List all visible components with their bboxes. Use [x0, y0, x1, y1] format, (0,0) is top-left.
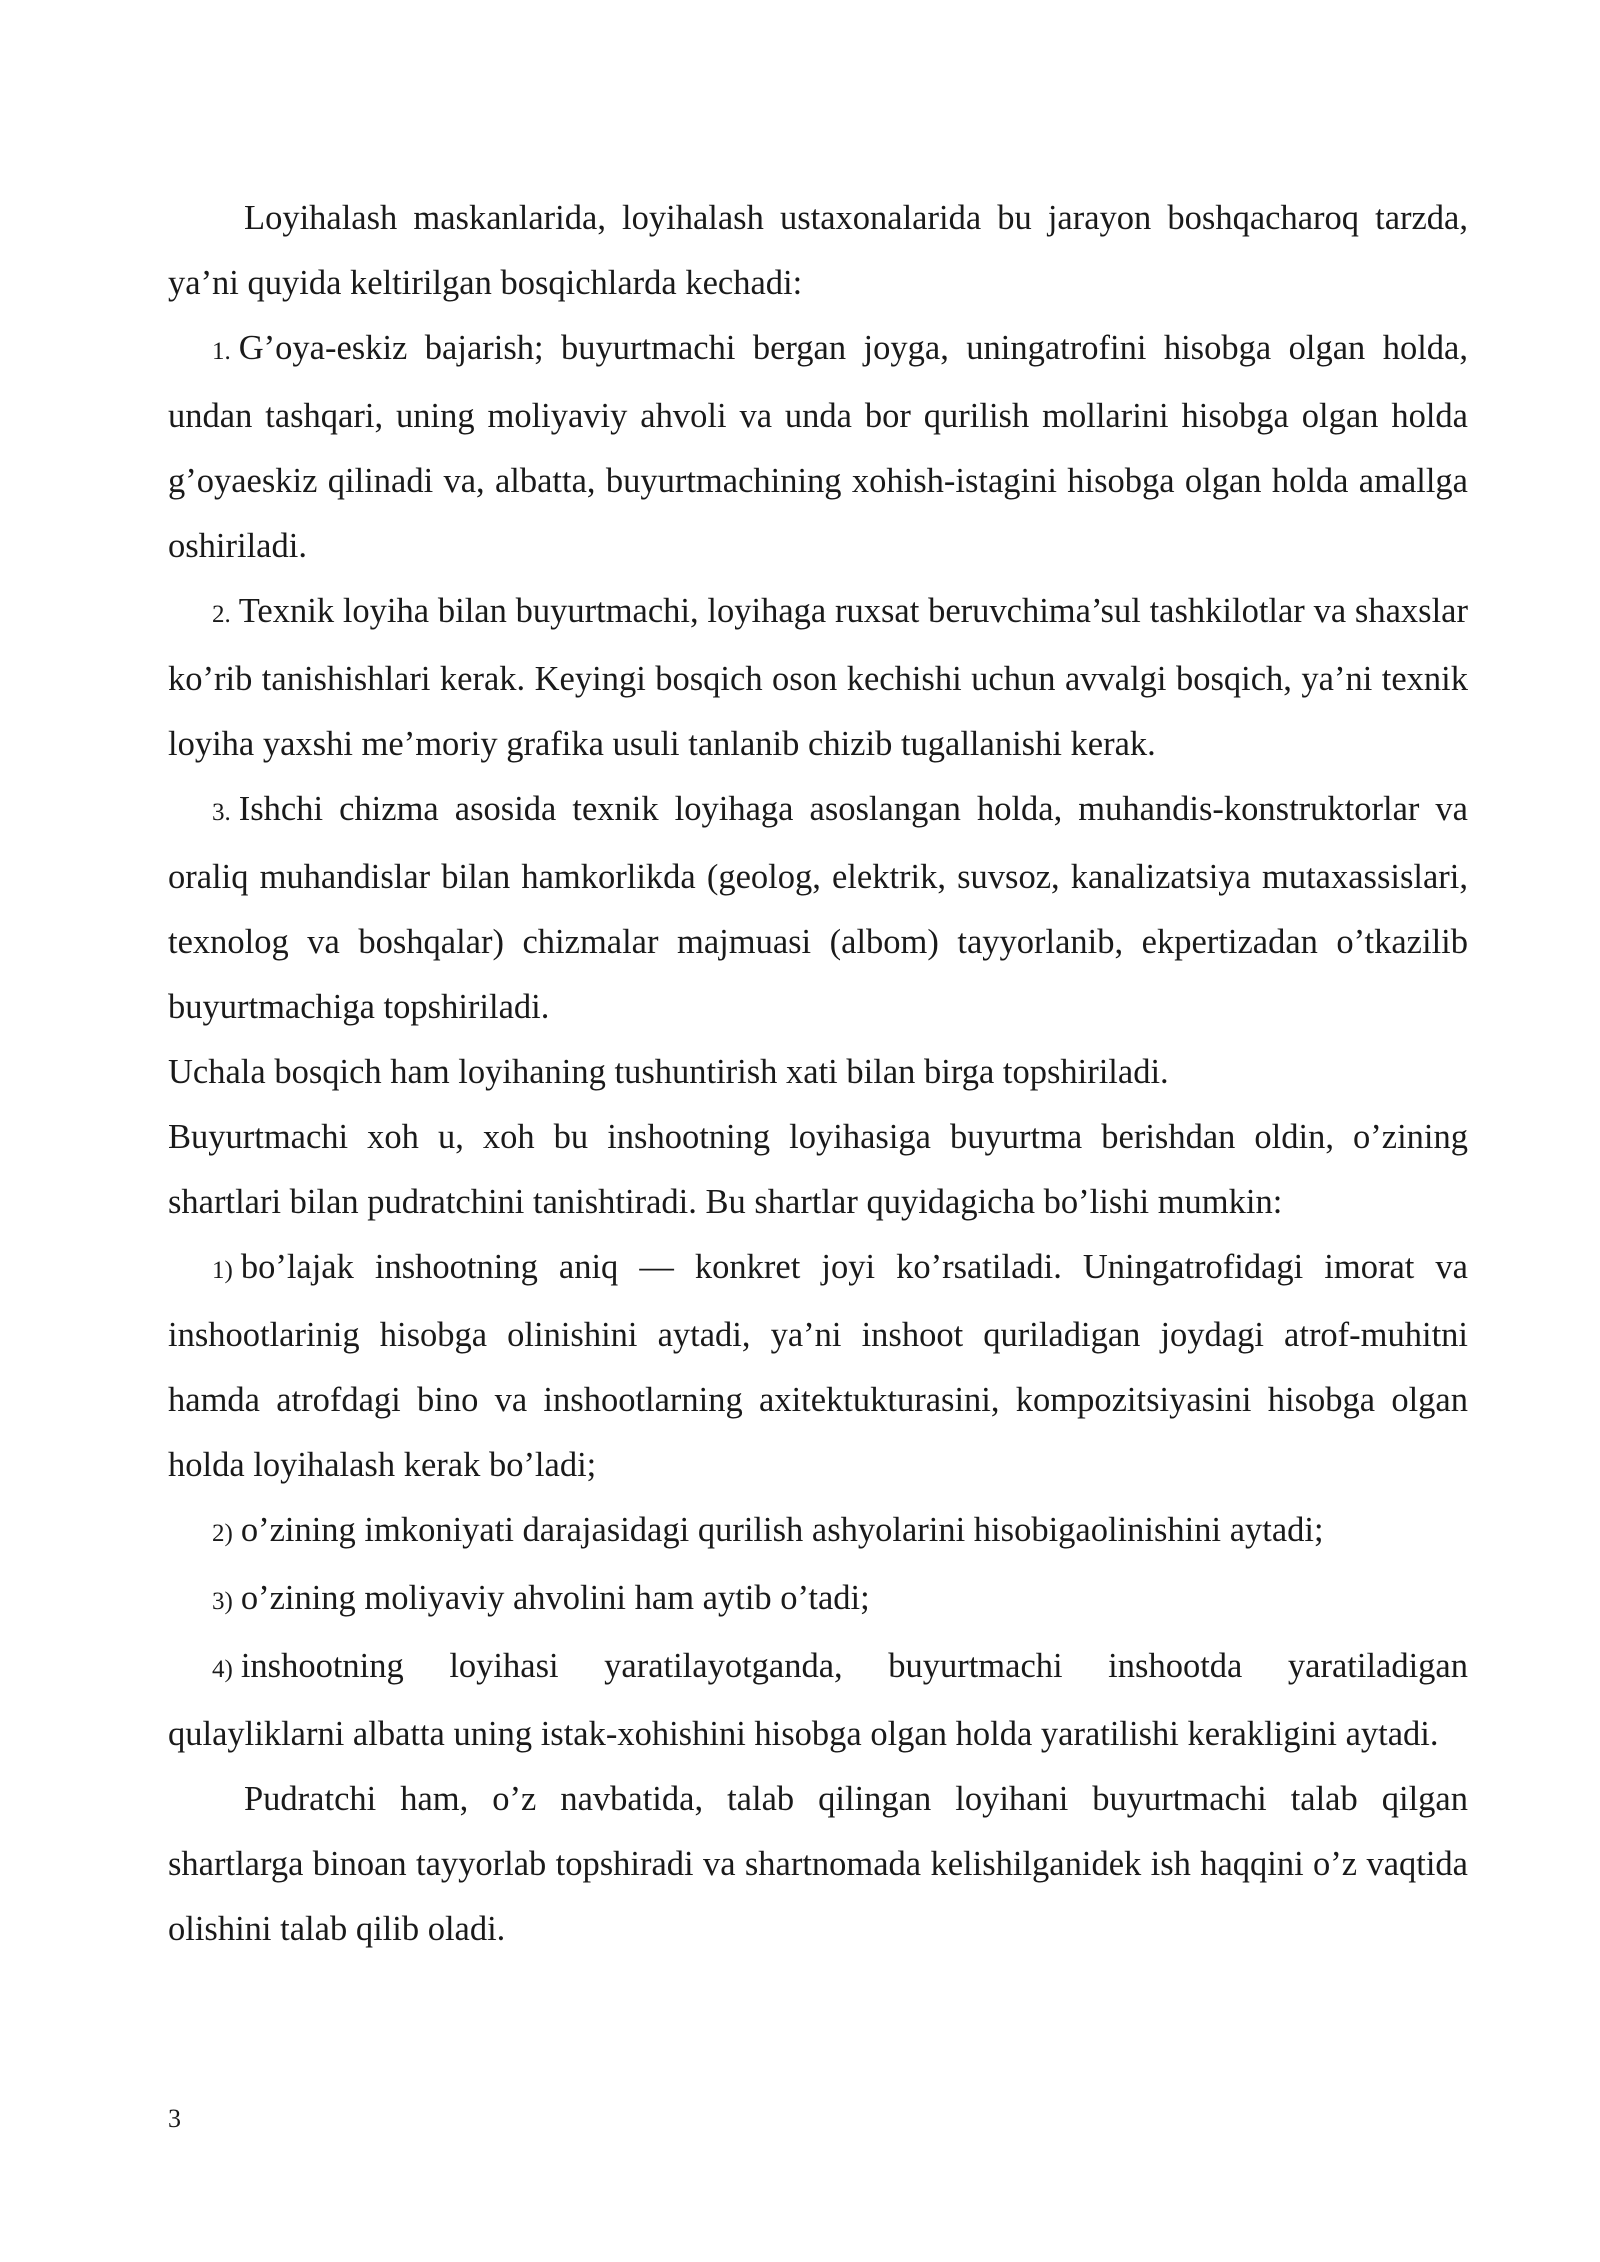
- list-item: [168, 1566, 1468, 1634]
- list-marker: 2): [212, 1520, 233, 1547]
- list-item-text: Ishchi chizma asosida texnik loyihaga asoslangan holda, muhandis-konstruktorlar va oraliq muhandislar bilan hamkorlikda (geolog, elektrik, suvsoz, kanalizatsiya mutaxassislari, texnolog va boshqalar) chizmalar majmuasi (albom) tayyorlanib, ekpertizadan o’tkazilib buyurtmachiga topshiriladi.: [168, 790, 1468, 1026]
- body-paragraph: Uchala bosqich ham loyihaning tushuntirish xati bilan birga topshiriladi.: [168, 1053, 1169, 1091]
- list-item-text: o’zining imkoniyati darajasidagi qurilish ashyolarini hisobigaolinishini aytadi;: [240, 1511, 1324, 1549]
- intro-paragraph: Loyihalash maskanlarida, loyihalash ustaxonalarida bu jarayon boshqacharoq tarzda, ya’ni quyida keltirilgan bosqichlarda kechadi:: [168, 199, 1468, 302]
- list-item-text: o’zining moliyaviy ahvolini ham aytib o’tadi;: [240, 1579, 870, 1617]
- list-item: [168, 1634, 1468, 1767]
- page-number: 3: [168, 2104, 181, 2133]
- list-item: [168, 777, 1468, 1040]
- list-marker: 2.: [212, 601, 231, 628]
- list-marker: 4): [212, 1656, 233, 1683]
- list-item: [168, 1498, 1468, 1566]
- document-body: [168, 186, 1468, 1962]
- list-marker: 3.: [212, 799, 231, 826]
- list-item-text: G’oya-eskiz bajarish; buyurtmachi bergan joyga, uningatrofini hisobga olgan holda, undan tashqari, uning moliyaviy ahvoli va unda bor qurilish mollarini hisobga olgan holda g’oyaeskiz qilinadi va, albatta, buyurtmachining xohish-istagini hisobga olgan holda amallga oshiriladi.: [168, 329, 1468, 565]
- list-item-text: Texnik loyiha bilan buyurtmachi, loyihaga ruxsat beruvchima’sul tashkilotlar va shaxslar ko’rib tanishishlari kerak. Keyingi bosqich oson kechishi uchun avvalgi bosqich, ya’ni texnik loyiha yaxshi me’moriy grafika usuli tanlanib chizib tugallanishi kerak.: [168, 592, 1468, 763]
- list-item: [168, 1235, 1468, 1498]
- list-marker: 3): [212, 1588, 233, 1615]
- list-item-text: inshootning loyihasi yaratilayotganda, buyurtmachi inshootda yaratiladigan qulayliklarni albatta uning istak-xohishini hisobga olgan holda yaratilishi kerakligini aytadi.: [168, 1647, 1468, 1753]
- list-item: [168, 316, 1468, 579]
- body-paragraph: Buyurtmachi xoh u, xoh bu inshootning loyihasiga buyurtma berishdan oldin, o’zining shartlari bilan pudratchini tanishtiradi. Bu shartlar quyidagicha bo’lishi mumkin:: [168, 1118, 1468, 1221]
- list-marker: 1): [212, 1257, 233, 1284]
- list-marker: 1.: [212, 338, 231, 365]
- closing-paragraph: Pudratchi ham, o’z navbatida, talab qilingan loyihani buyurtmachi talab qilgan shartlarga binoan tayyorlab topshiradi va shartnomada kelishilganidek ish haqqini o’z vaqtida olishini talab qilib oladi.: [168, 1780, 1468, 1948]
- list-item-text: bo’lajak inshootning aniq — konkret joyi ko’rsatiladi. Uningatrofidagi imorat va inshootlarinig hisobga olinishini aytadi, ya’ni inshoot quriladigan joydagi atrof-muhitni hamda atrofdagi bino va inshootlarning axitektukturasini, kompozitsiyasini hisobga olgan holda loyihalash kerak bo’ladi;: [168, 1248, 1468, 1484]
- list-item: [168, 579, 1468, 777]
